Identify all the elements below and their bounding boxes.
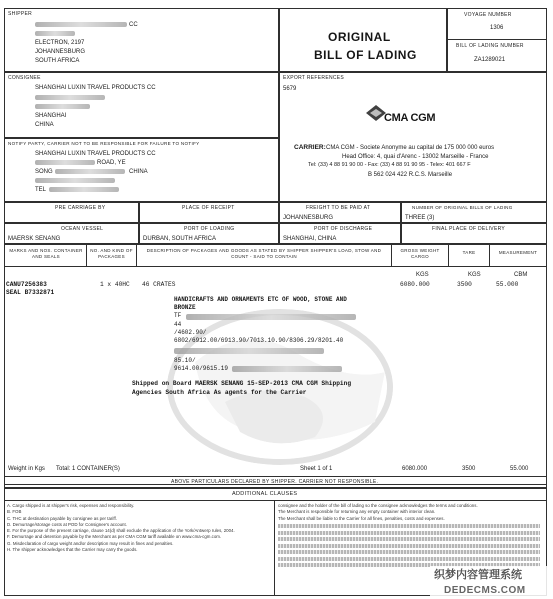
clause-item: The Merchant is responsible for returning any empty container with interior clean. <box>278 509 436 515</box>
shipped-on-board-line2: Agencies South Africa As agents for the Carrier <box>132 389 307 396</box>
notify-line5: TEL <box>35 187 47 193</box>
pol-box <box>139 223 279 244</box>
seal-number: SEAL B7332871 <box>6 289 55 296</box>
header-measurement: MEASUREMENT <box>498 250 538 255</box>
desc-line5: /4602.90/ <box>174 329 207 336</box>
clause-item: E. For the purpose of the present carriage, clause 14(d) shall exclude the application of the York/Antwerp rules, 2004. <box>7 528 235 534</box>
shipper-box <box>4 8 279 72</box>
desc-line3: TF <box>174 312 182 319</box>
clause-item: B. FOB <box>7 509 22 515</box>
bl-number-value: ZA1289021 <box>474 57 506 63</box>
pod-value: SHANGHAI, CHINA <box>283 236 337 242</box>
shipper-line2: ELECTRON, 2197 <box>35 40 85 46</box>
carrier-line3: Tel: (33) 4 88 91 90 00 - Fax: (33) 4 88 91 90 95 - Telex: 401 667 F <box>308 162 471 168</box>
total-measure: 55.000 <box>510 466 529 472</box>
export-refs-label: EXPORT REFERENCES <box>283 75 345 81</box>
total-tare: 3500 <box>462 466 476 472</box>
clause-item: consignee and the holder of the bill of lading so the consignee acknowledges the terms and conditions. <box>278 503 478 508</box>
redaction <box>49 187 119 192</box>
voyage-value: 1306 <box>490 25 504 31</box>
redaction <box>232 366 342 372</box>
redaction <box>186 314 356 320</box>
divider <box>86 244 87 267</box>
bl-number-box <box>447 39 547 72</box>
freight-label: FREIGHT TO BE PAID AT <box>306 205 371 211</box>
desc-line8: 9614.00/9615.19 <box>174 365 229 372</box>
unit-kgs-gross: KGS <box>416 272 429 278</box>
package-count: 1 x 40HC <box>100 281 130 288</box>
vessel-label: OCEAN VESSEL <box>61 226 104 232</box>
clause-item: G. Misdeclaration of cargo weight and/or description may result in fines and penalties. <box>7 540 174 546</box>
declaration-row <box>4 476 547 488</box>
desc-line2: BRONZE <box>174 304 196 311</box>
pre-carriage-box <box>4 202 139 223</box>
notify-line3: SONG <box>35 169 53 175</box>
delivery-box <box>401 223 547 244</box>
weight-label: Weight in Kgs <box>8 466 45 472</box>
watermark-line1: 织梦内容管理系统 <box>434 569 522 581</box>
divider <box>448 244 449 267</box>
carrier-box <box>279 72 547 202</box>
clauses-title: ADDITIONAL CLAUSES <box>232 491 298 497</box>
gross-weight: 6080.000 <box>400 281 430 288</box>
consignee-line1: SHANGHAI LUXIN TRAVEL PRODUCTS CC <box>35 85 156 91</box>
divider <box>4 500 547 501</box>
header-description: DESCRIPTION OF PACKAGES AND GOODS AS STATED BY SHIPPER SHIPPER'S LOAD, STOW AND COUNT - SAID TO CONTAIN <box>146 248 382 259</box>
consignee-label: CONSIGNEE <box>8 75 41 81</box>
originals-label: NUMBER OF ORIGINAL BILLS OF LADING <box>412 205 513 210</box>
vessel-box <box>4 223 139 244</box>
header-marks: MARKS AND NOS. CONTAINER AND SEALS <box>9 248 83 259</box>
consignee-box <box>4 72 279 138</box>
pol-value: DURBAN, SOUTH AFRICA <box>143 236 217 242</box>
place-receipt-box <box>139 202 279 223</box>
redaction <box>35 160 95 165</box>
unit-kgs-tare: KGS <box>468 272 481 278</box>
desc-line6: 6802/6912.00/6913.90/7013.10.90/8306.29/8201.40 <box>174 337 344 344</box>
clause-item: H. The shipper acknowledges that the Carrier may carry the goods. <box>7 547 138 553</box>
clauses-right <box>278 503 544 570</box>
clause-item: The Merchant shall be liable to the Carrier for all fines, penalties, costs and expenses. <box>278 515 445 521</box>
bl-number-label: BILL OF LADING NUMBER <box>456 43 524 49</box>
originals-box <box>401 202 547 223</box>
clause-item: C. THC at destination payable by consignee as per tariff. <box>7 515 117 521</box>
header-gross: GROSS WEIGHT CARGO <box>400 248 440 259</box>
measurement-value: 55.000 <box>496 281 519 288</box>
divider <box>274 500 275 596</box>
voyage-label: VOYAGE NUMBER <box>464 12 512 18</box>
consignee-line3: CHINA <box>35 122 54 128</box>
tare-weight: 3500 <box>457 281 472 288</box>
clauses-left <box>7 503 271 553</box>
shipper-line3: JOHANNESBURG <box>35 49 86 55</box>
divider <box>391 244 392 267</box>
shipper-line4: SOUTH AFRICA <box>35 58 80 64</box>
title-bill-of-lading: BILL OF LADING <box>314 48 417 62</box>
redaction <box>55 169 125 174</box>
consignee-line2: SHANGHAI <box>35 113 67 119</box>
shipped-on-board-line1: Shipped on Board MAERSK SENANG 15-SEP-2013 CMA CGM Shipping <box>132 380 352 387</box>
total-gross: 6080.000 <box>402 466 428 472</box>
carrier-line4: B 562 024 422 R.C.S. Marseille <box>368 172 453 178</box>
carrier-label: CARRIER: <box>294 144 326 151</box>
clause-item: D. Demurrage/storage costs at POD for Consignee's account. <box>7 521 127 527</box>
notify-box <box>4 138 279 202</box>
site-watermark <box>430 566 552 599</box>
redaction <box>35 95 105 100</box>
freight-value: JOHANNESBURG <box>283 215 334 221</box>
sheet-number: Sheet 1 of 1 <box>300 466 333 472</box>
cma-cgm-logo <box>362 101 450 131</box>
divider <box>136 244 137 267</box>
redaction <box>174 348 324 354</box>
crates-count: 46 CRATES <box>142 281 176 288</box>
vessel-value: MAERSK SENANG <box>8 236 61 242</box>
shipper-line1: CC <box>129 22 138 28</box>
desc-line4: 44 <box>174 321 182 328</box>
delivery-label: FINAL PLACE OF DELIVERY <box>432 226 506 232</box>
redaction <box>35 104 90 109</box>
container-number: CANU7256383 <box>6 281 47 288</box>
notify-line4: CHINA <box>129 169 148 175</box>
notify-line2: ROAD, YE <box>97 160 126 166</box>
redaction <box>35 178 115 183</box>
pol-label: PORT OF LOADING <box>184 226 235 232</box>
notify-label: NOTIFY PARTY, CARRIER NOT TO BE RESPONSIBLE FOR FAILURE TO NOTIFY <box>8 141 200 146</box>
place-receipt-label: PLACE OF RECEIPT <box>182 205 235 211</box>
voyage-box <box>447 8 547 40</box>
clause-item: F. Demurrage and detention payable by the Merchant as per CMA CGM tariff available on www.cma-cgm.com. <box>7 534 222 540</box>
pre-carriage-label: PRE CARRIAGE BY <box>55 205 106 211</box>
redaction <box>35 22 127 27</box>
shipper-label: SHIPPER <box>8 11 33 17</box>
clause-item: A. Cargo shipped is at shipper's risk, expenses and responsibility. <box>7 503 135 508</box>
pod-box <box>279 223 401 244</box>
declaration-text: ABOVE PARTICULARS DECLARED BY SHIPPER. CARRIER NOT RESPONSIBLE. <box>171 479 379 485</box>
originals-value: THREE (3) <box>405 215 435 221</box>
export-refs-value: 5679 <box>283 86 297 92</box>
redaction <box>35 31 75 36</box>
divider <box>489 244 490 267</box>
carrier-line1: CMA CGM - Societe Anonyme au capital de 175 000 000 euros <box>326 145 495 151</box>
desc-line1: HANDICRAFTS AND ORNAMENTS ETC OF WOOD, STONE AND <box>174 296 347 303</box>
watermark-line2: DEDECMS.COM <box>444 585 526 596</box>
logo-text: CMA CGM <box>384 112 436 124</box>
header-tare: TARE <box>462 250 476 255</box>
desc-line7: 85.10/ <box>174 357 196 364</box>
unit-cbm: CBM <box>514 272 528 278</box>
header-kind: NO. AND KIND OF PACKAGES <box>90 248 133 259</box>
title-original: ORIGINAL <box>328 30 391 44</box>
notify-line1: SHANGHAI LUXIN TRAVEL PRODUCTS CC <box>35 151 156 157</box>
freight-box <box>279 202 401 223</box>
title-box <box>279 8 447 72</box>
total-containers: Total: 1 CONTAINER(S) <box>56 466 120 472</box>
pod-label: PORT OF DISCHARGE <box>314 226 373 232</box>
carrier-line2: Head Office: 4, quai d'Arenc - 13002 Marseille - France <box>342 154 489 160</box>
fine-print <box>278 524 540 567</box>
